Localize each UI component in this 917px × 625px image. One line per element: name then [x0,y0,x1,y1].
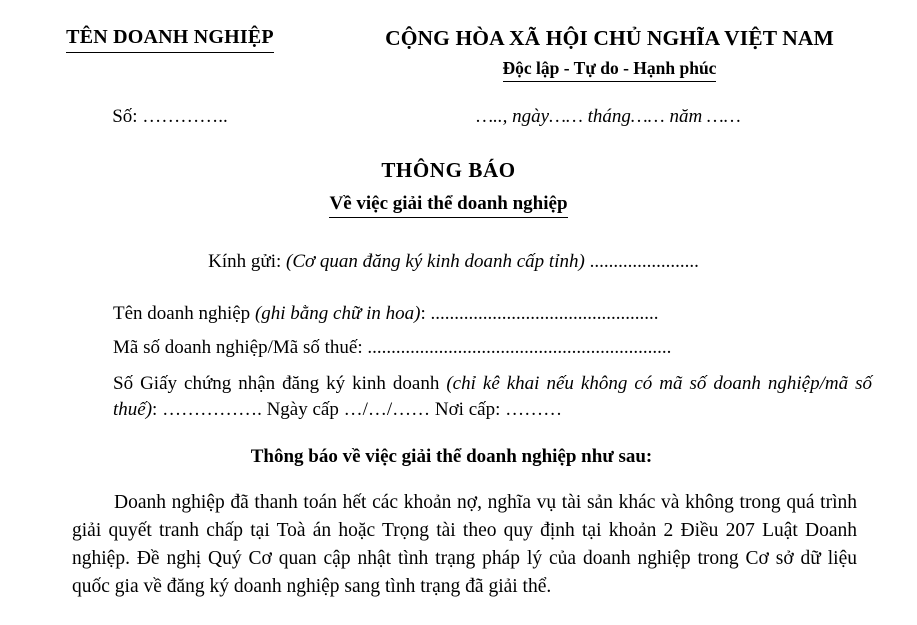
recipient-line [0,251,917,273]
meta-row [0,106,917,128]
page-subtitle-wrap [0,193,917,218]
field-certificate-value: : ……………. Ngày cấp …/…/…… Nơi cấp: ……… [152,399,563,421]
recipient-dots: ....................... [589,251,699,272]
page-title: THÔNG BÁO [381,158,516,182]
field-certificate-hint: (chỉ kê khai nếu không có mã số doanh nghiệp/mã số thuế) [113,373,873,421]
field-certificate [113,371,872,423]
field-enterprise-code-label: Mã số doanh nghiệp/Mã số thuế: [113,337,363,359]
notice-heading: Thông báo về việc giải thể doanh nghiệp như sau: [250,445,653,467]
field-certificate-label: Số Giấy chứng nhận đăng ký kinh doanh [113,373,440,395]
field-enterprise-name-label: Tên doanh nghiệp [113,303,251,324]
field-enterprise-code [113,335,872,360]
recipient-authority: (Cơ quan đăng ký kinh doanh cấp tỉnh) [286,251,585,272]
document-header [0,0,917,82]
field-enterprise-code-value: ................................................................ [367,337,672,359]
header-left-block [0,26,330,53]
national-title: CỘNG HÒA XÃ HỘI CHỦ NGHĨA VIỆT NAM [385,26,834,50]
national-motto: Độc lập - Tự do - Hạnh phúc [503,58,717,82]
enterprise-name-heading: TÊN DOANH NGHIỆP [66,26,274,53]
header-right-block [330,26,917,82]
field-enterprise-name [113,301,872,326]
body-paragraph: Doanh nghiệp đã thanh toán hết các khoản nợ, nghĩa vụ tài sản khác và không trong quá trình giải quyết tranh chấp tại Toà án hoặc Trọng tài theo quy định tại khoản 2 Điều 207 Luật Doanh nghiệp. Đề nghị Quý Cơ quan cập nhật tình trạng pháp lý của doanh nghiệp trong Cơ sở dữ liệu quốc gia về đăng ký doanh nghiệp sang tình trạng đã giải thể. [72,491,857,597]
fields-section [0,301,917,424]
place-and-date: ….., ngày…… tháng…… năm …… [476,106,741,127]
recipient-label: Kính gửi: [208,251,282,272]
page-subtitle: Về việc giải thể doanh nghiệp [329,193,567,218]
document-number: Số: ………….. [112,106,228,127]
field-enterprise-name-hint: (ghi bằng chữ in hoa) [254,303,421,324]
field-enterprise-name-value: : ................................................ [420,303,659,324]
